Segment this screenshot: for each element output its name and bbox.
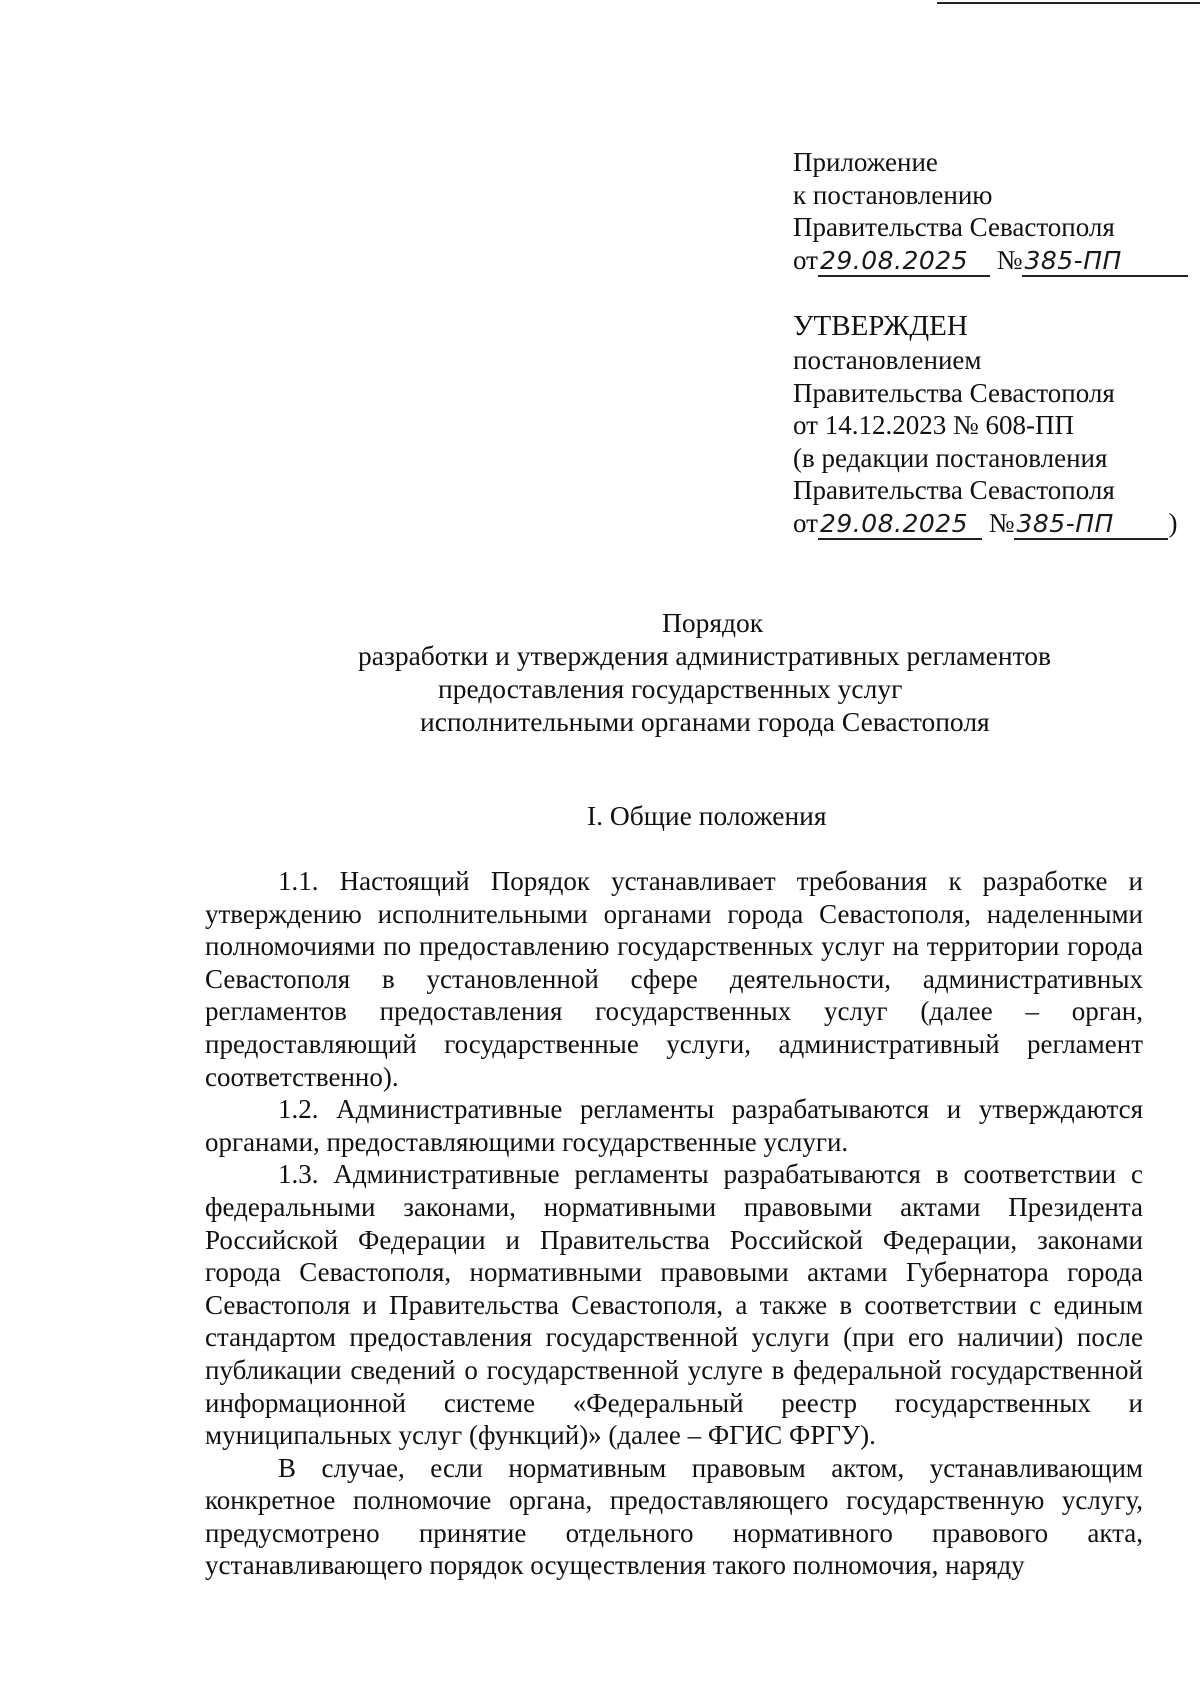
approval-line-2: Правительства Севастополя [793,377,1115,408]
title-line-2: разработки и утверждения административных регламентов [358,640,1051,671]
title-line-1: Порядок [662,607,764,638]
approval-block [793,308,1178,540]
attachment-date-number-line [793,244,1173,277]
approval-line-5: Правительства Севастополя [793,475,1115,505]
approval-handwritten-date: 29.08.2025 [818,510,982,540]
attachment-number-label: № [996,244,1023,275]
attachment-block [793,146,1173,277]
approval-close-paren: ) [1168,507,1178,538]
attachment-from-label: от [793,244,818,275]
section-heading: I. Общие положения [587,800,827,831]
paragraph-1-2: 1.2. Административные регламенты разрабатываются и утверждаются органами, предоставляющими государственные услуги. [205,1094,1143,1157]
approval-from-label: от [793,507,818,538]
attachment-handwritten-number: 385-ПП [1022,247,1188,277]
attachment-line-2: к постановлению [793,179,993,210]
body-text [205,865,1143,1582]
approval-line-3: от 14.12.2023 № 608-ПП [793,410,1074,440]
approval-title: УТВЕРЖДЕН [793,310,968,342]
paragraph-in-case: В случае, если нормативным правовым актом, устанавливающим конкретное полномочие органа, предоставляющего государственную услугу, предусмотрено принятие отдельного нормативного правового акта, устанавливающего порядок осуществления такого полномочия, наряду [205,1452,1143,1581]
title-line-3: предоставления государственных услуг [438,673,903,704]
approval-line-4: (в редакции постановления [793,442,1108,473]
paragraph-1-1: 1.1. Настоящий Порядок устанавливает требования к разработке и утверждению исполнительными органами города Севастополя, наделенными полномочиями по предоставлению государственных услуг на территории города Севастополя в установленной сфере деятельности, административных регламентов предоставления государственных услуг (далее – орган, предоставляющий государственные услуги, административный регламент соответственно). [205,866,1143,1092]
corner-scan-line [937,2,1200,4]
approval-date-number-line [793,507,1178,540]
approval-handwritten-number: 385-ПП [1014,510,1168,540]
approval-number-label: № [988,507,1015,538]
paragraph-1-3: 1.3. Административные регламенты разрабатываются в соответствии с федеральными законами, нормативными правовыми актами Президента Российской Федерации и Правительства Российской Федерации, законами города Севастополя, нормативными правовыми актами Губернатора города Севастополя и Правительства Севастополя, а также в соответствии с единым стандартом предоставления государственной услуги (при его наличии) после публикации сведений о государственной услуге в федеральной государственной информационной системе «Федеральный реестр государственных и муниципальных услуг (функций)» (далее – ФГИС ФРГУ). [205,1159,1143,1451]
title-line-4: исполнительными органами города Севастополя [420,706,990,737]
attachment-line-3: Правительства Севастополя [793,212,1115,242]
attachment-handwritten-date: 29.08.2025 [818,247,990,277]
attachment-line-1: Приложение [793,147,938,177]
approval-line-1: постановлением [793,345,982,375]
